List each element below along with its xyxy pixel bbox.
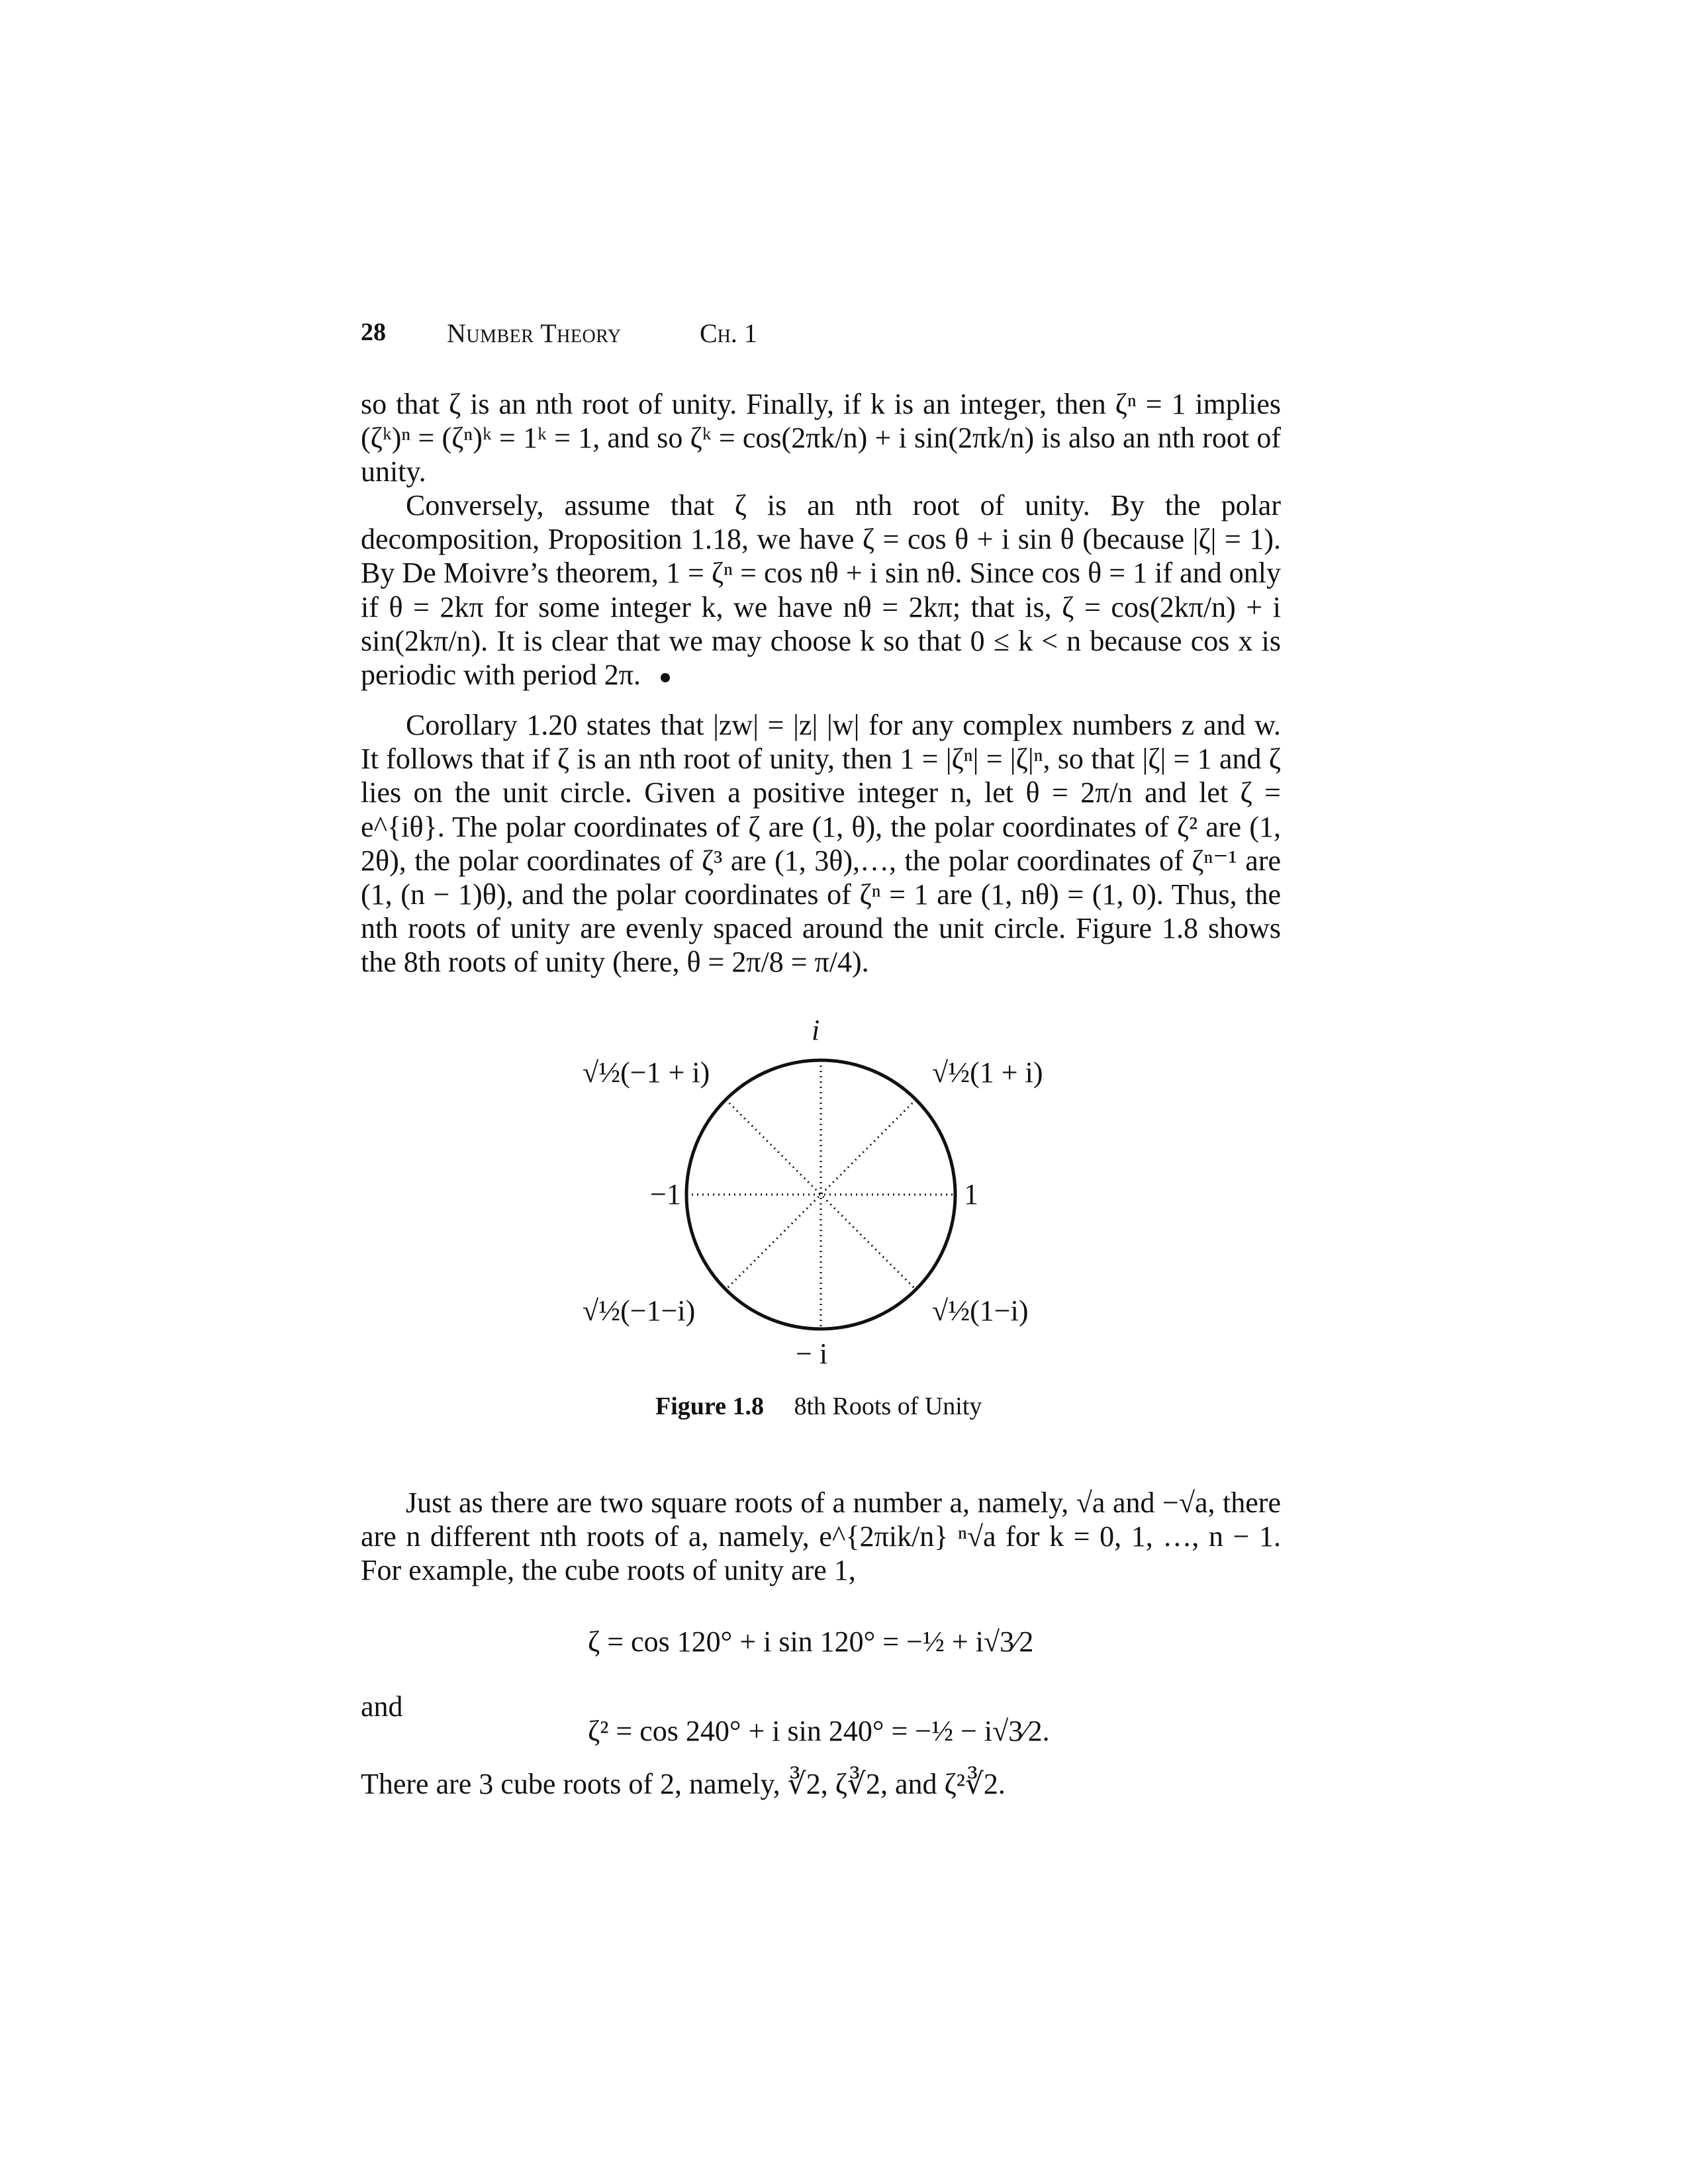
paragraph-5-text: There are 3 cube roots of 2, namely, ∛2, ζ∛2, and ζ²∛2. bbox=[361, 1768, 1006, 1800]
label-upper-right-root: √½(1 + i) bbox=[932, 1056, 1043, 1089]
equation-zeta-squared: ζ² = cos 240° + i sin 240° = −½ − i√3⁄2. bbox=[588, 1715, 1050, 1747]
page-number: 28 bbox=[361, 318, 386, 346]
diagonal-line-nw-se bbox=[726, 1099, 916, 1290]
chapter-label: Ch. 1 bbox=[700, 318, 757, 348]
figure-number: Figure 1.8 bbox=[655, 1392, 764, 1420]
running-header bbox=[361, 318, 757, 348]
figure-caption bbox=[655, 1392, 982, 1421]
figure-caption-text: 8th Roots of Unity bbox=[794, 1392, 982, 1420]
label-minus-one: −1 bbox=[650, 1178, 681, 1210]
roots-of-unity-figure bbox=[569, 1009, 1072, 1380]
diagonal-line-ne-sw bbox=[726, 1099, 916, 1290]
paragraph-2-text: Conversely, assume that ζ is an nth root of unity. By the polar decomposition, Proposition 1.18, we have ζ = cos θ + i sin θ (because |ζ| = 1). By De Moivre’s theorem, 1 = ζⁿ = cos nθ + i sin nθ. Since cos θ = 1 if and only if θ = 2kπ for some integer k, we have nθ = 2kπ; that is, ζ = cos(2kπ/n) + i sin(2kπ/n). It is clear that we may choose k so that 0 ≤ k < n because cos x is periodic with period 2π. bbox=[361, 489, 1281, 692]
connective-and: and bbox=[361, 1690, 403, 1723]
paragraph-2-block bbox=[361, 488, 1281, 692]
label-i: i bbox=[812, 1014, 820, 1046]
paragraph-3-text: Corollary 1.20 states that |zw| = |z| |w| for any complex numbers z and w. It follows that if ζ is an nth root of unity, then 1 = |ζⁿ| = |ζ|ⁿ, so that |ζ| = 1 and ζ lies on the unit circle. Given a positive integer n, let θ = 2π/n and let ζ = e^{iθ}. The polar coordinates of ζ are (1, θ), the polar coordinates of ζ² are (1, 2θ), the polar coordinates of ζ³ are (1, 3θ),…, the polar coordinates of ζⁿ⁻¹ are (1, (n − 1)θ), and the polar coordinates of ζⁿ = 1 are (1, nθ) = (1, 0). Thus, the nth roots of unity are evenly spaced around the unit circle. Figure 1.8 shows the 8th roots of unity (here, θ = 2π/8 = π/4). bbox=[361, 709, 1282, 979]
end-of-proof-bullet bbox=[661, 673, 670, 682]
paragraph-5 bbox=[361, 1767, 1281, 1801]
paragraph-1-text: so that ζ is an nth root of unity. Finally, if k is an integer, then ζⁿ = 1 implies (ζᵏ)ⁿ = (ζⁿ)ᵏ = 1ᵏ = 1, and so ζᵏ = cos(2πk/n) + i sin(2πk/n) is also an nth root of unity. bbox=[361, 388, 1281, 488]
paragraph-2 bbox=[361, 488, 1281, 692]
equation-zeta: ζ = cos 120° + i sin 120° = −½ + i√3⁄2 bbox=[588, 1625, 1034, 1658]
label-upper-left-root: √½(−1 + i) bbox=[583, 1056, 710, 1089]
running-head-title: Number Theory bbox=[447, 318, 622, 348]
paragraph-4-text: Just as there are two square roots of a number a, namely, √a and −√a, there are n different nth roots of a, namely, e^{2πik/n} ⁿ√a for k = 0, 1, …, n − 1. For example, the cube roots of unity are 1, bbox=[361, 1486, 1281, 1587]
label-lower-left-root: √½(−1−i) bbox=[583, 1295, 696, 1327]
label-minus-i: − i bbox=[796, 1338, 828, 1370]
paragraph-3 bbox=[361, 708, 1281, 979]
paragraph-1 bbox=[361, 387, 1281, 489]
paragraph-4 bbox=[361, 1486, 1281, 1588]
label-lower-right-root: √½(1−i) bbox=[932, 1295, 1029, 1327]
label-one: 1 bbox=[964, 1178, 978, 1210]
